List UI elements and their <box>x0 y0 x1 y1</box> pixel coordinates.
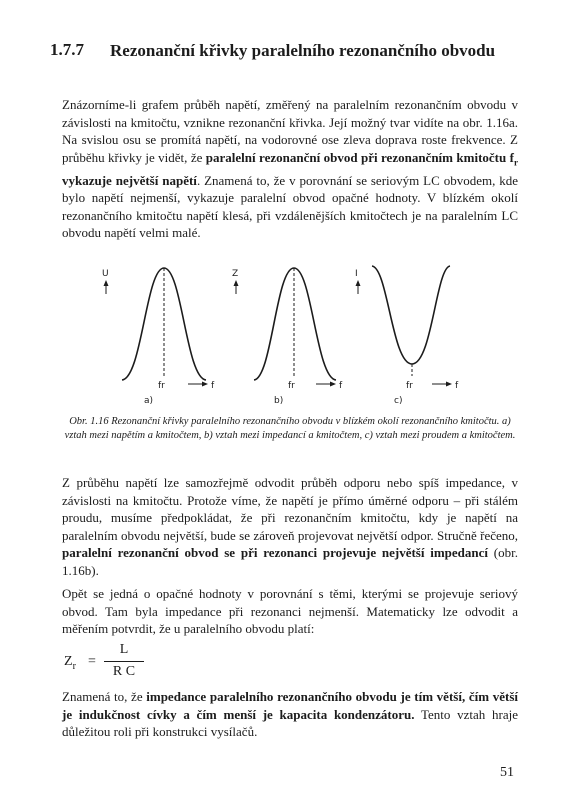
section-title: Rezonanční křivky paralelního rezonančního obvodu <box>110 41 496 60</box>
xlabel-a: f <box>211 381 215 391</box>
curve-b <box>254 268 336 380</box>
ylabel-a: U <box>102 269 109 279</box>
paragraph-impedance <box>62 474 518 579</box>
formula-numerator: L <box>119 642 129 657</box>
panel-label-b: b) <box>274 396 284 406</box>
marker-c: fr <box>406 381 413 391</box>
text: Znamená to, že <box>62 689 147 704</box>
marker-b: fr <box>288 381 295 391</box>
ylabel-b: Z <box>232 269 239 279</box>
panel-label-a: a) <box>144 396 154 406</box>
formula-equals: = <box>88 654 96 669</box>
xlabel-c: f <box>455 381 459 391</box>
formula-denominator: R C <box>112 664 136 679</box>
xlabel-b: f <box>339 381 343 391</box>
resonance-curves-figure <box>92 264 502 406</box>
curves-svg <box>92 264 502 406</box>
marker-a: fr <box>158 381 165 391</box>
curve-c <box>372 266 450 364</box>
bold-text: paralelní rezonanční obvod se při rezonanci projevuje největší impedancí <box>62 545 489 560</box>
text: (obr. 1.16b). <box>62 545 518 578</box>
bold-text: vykazuje největší napětí <box>62 172 197 188</box>
ylabel-c: I <box>355 269 358 279</box>
fraction-bar <box>104 661 144 662</box>
bold-text: paralelní rezonanční obvod při rezonančním kmitočtu f <box>205 149 514 165</box>
text: Tento vztah hraje důležitou roli při konstrukci vysílačů. <box>62 706 518 739</box>
impedance-formula <box>64 642 204 678</box>
text: Znázorníme-li grafem průběh napětí, změřený na paralelním rezonančním obvodu v závislosti na kmitočtu, vznikne rezonanční křivka. Její možný tvar vidíte na obr. 1.16a. Na svislou osu se promítá napětí, na vodorovné ose zleva doprava roste frekvence. Z průběhu křivky je vidět, že <box>62 97 518 165</box>
bold-text: impedance paralelního rezonančního obvodu je tím větší, čím větší je indukčnost cívky a čím menší je kapacita kondenzátoru. <box>62 689 519 722</box>
panel-label-c: c) <box>394 396 403 406</box>
subscript: r <box>513 157 518 168</box>
text: . Znamená to, že v porovnání se seriovým LC obvodem, kde bylo napětí nejmenší, vykazuje paralelní obvod opačné hodnoty. V blízkém okolí rezonančního kmitočtu napětí klesá, při vzdálenějších kmitočtech je na paralelním LC obvodu napětí velmi malé. <box>62 172 519 241</box>
section-number: 1.7.7 <box>50 40 84 59</box>
paragraph-intro <box>62 96 518 242</box>
formula-lhs: $Z_r$ <box>64 654 76 672</box>
paragraph-comparison: Opět se jedná o opačné hodnoty v porovnání s těmi, kterými se projevuje seriový obvod. Tam byla impedance při rezonanci nejmenší. Matematicky lze odvodit a měřením potvrdit, že u paralelního obvodu platí: <box>62 586 518 636</box>
paragraph-conclusion <box>62 688 518 741</box>
figure-caption: Obr. 1.16 Rezonanční křivky paralelního rezonančního obvodu v blízkém okolí rezonančního kmitočtu. a) vztah mezi napětím a kmitočtem, b) vztah mezi impedancí a kmitočtem, c) vztah mezi proudem a kmitočtem. <box>64 416 516 441</box>
page-number: 51 <box>500 765 514 780</box>
text: Z průběhu napětí lze samozřejmě odvodit průběh odporu nebo spíš impedance, v závislosti na kmitočtu. Protože víme, že napětí je přímo úměrné odporu – při stálém proudu, musíme předpokládat, že při rezonančním kmitočtu, kdy je napětí na paralelním obvodu největší, bude se zároveň projevovat největší odpor. Stručně řečeno, <box>62 475 518 543</box>
